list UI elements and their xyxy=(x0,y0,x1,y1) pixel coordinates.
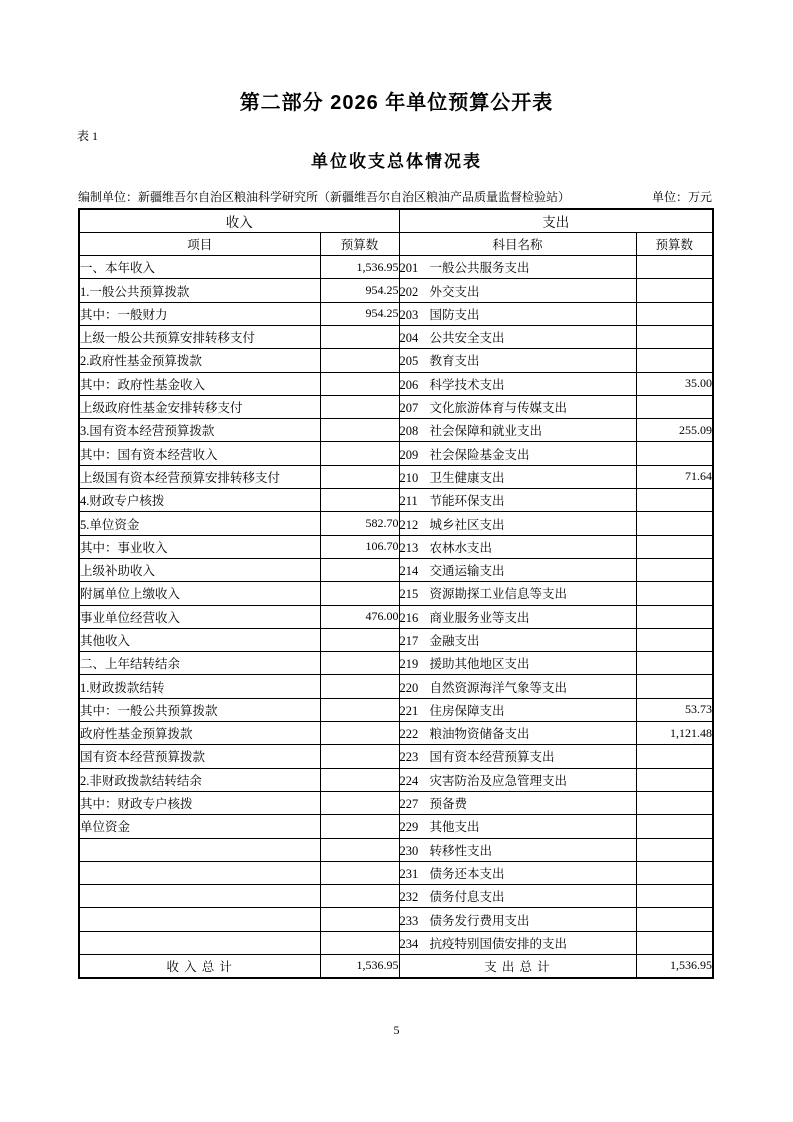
income-budget-cell xyxy=(320,791,399,814)
expense-budget-cell xyxy=(636,279,713,302)
expense-budget-cell xyxy=(636,512,713,535)
expense-code: 229 xyxy=(399,820,419,835)
expense-code: 219 xyxy=(399,657,419,672)
expense-budget-cell xyxy=(636,489,713,512)
table-row xyxy=(79,419,713,442)
income-item-cell: 2.政府性基金预算拨款 xyxy=(79,349,320,372)
income-budget-cell xyxy=(320,442,399,465)
table-row xyxy=(79,325,713,348)
table-row xyxy=(79,489,713,512)
table-row xyxy=(79,908,713,931)
expense-code: 207 xyxy=(399,401,419,416)
expense-item-cell xyxy=(399,722,636,745)
table-row xyxy=(79,535,713,558)
income-item-cell xyxy=(79,885,320,908)
table-title: 单位收支总体情况表 xyxy=(311,152,482,171)
expense-name: 金融支出 xyxy=(429,633,480,648)
income-budget-cell: 476.00 xyxy=(320,605,399,628)
expense-code: 210 xyxy=(399,470,419,485)
expense-code: 223 xyxy=(399,750,419,765)
table-row xyxy=(79,745,713,768)
income-item-cell: 附属单位上缴收入 xyxy=(79,582,320,605)
expense-code: 220 xyxy=(399,680,419,695)
expense-budget-cell: 1,121.48 xyxy=(636,722,713,745)
income-budget-cell xyxy=(320,745,399,768)
expense-code: 201 xyxy=(399,261,419,276)
expense-item-cell xyxy=(399,372,636,395)
expense-item-cell xyxy=(399,745,636,768)
expense-item-cell xyxy=(399,279,636,302)
expense-name: 住房保障支出 xyxy=(429,703,505,718)
expense-budget-cell: 35.00 xyxy=(636,372,713,395)
income-item-cell: 1.一般公共预算拨款 xyxy=(79,279,320,302)
expense-item-cell xyxy=(399,768,636,791)
expense-item-cell xyxy=(399,908,636,931)
expense-name: 预备费 xyxy=(429,797,468,812)
income-budget-cell xyxy=(320,419,399,442)
expense-budget-cell xyxy=(636,442,713,465)
income-budget-cell xyxy=(320,768,399,791)
table-row xyxy=(79,605,713,628)
table-row xyxy=(79,465,713,488)
table-row xyxy=(79,442,713,465)
income-total-value: 1,536.95 xyxy=(320,955,399,978)
income-item-cell: 其中：政府性基金收入 xyxy=(79,372,320,395)
expense-budget-cell: 255.09 xyxy=(636,419,713,442)
expense-budget-cell xyxy=(636,395,713,418)
expense-item-cell xyxy=(399,442,636,465)
income-budget-cell xyxy=(320,628,399,651)
expense-budget-cell xyxy=(636,605,713,628)
expense-item-cell xyxy=(399,628,636,651)
income-item-cell: 其中：事业收入 xyxy=(79,535,320,558)
section-heading: 第二部分 2026 年单位预算公开表 xyxy=(239,92,554,114)
budget-table-body xyxy=(79,209,713,978)
expense-budget-cell xyxy=(636,582,713,605)
income-budget-cell xyxy=(320,885,399,908)
table-row xyxy=(79,722,713,745)
expense-item-cell xyxy=(399,325,636,348)
expense-total-value: 1,536.95 xyxy=(636,955,713,978)
expense-code: 232 xyxy=(399,890,419,905)
expense-name: 债务发行费用支出 xyxy=(429,913,530,928)
income-item-cell: 其中：一般公共预算拨款 xyxy=(79,698,320,721)
income-item-cell: 一、本年收入 xyxy=(79,256,320,279)
expense-code: 217 xyxy=(399,633,419,648)
expense-budget-cell xyxy=(636,861,713,884)
income-budget-cell: 954.25 xyxy=(320,302,399,325)
income-item-cell: 其中：国有资本经营收入 xyxy=(79,442,320,465)
income-budget-cell xyxy=(320,861,399,884)
table-row xyxy=(79,815,713,838)
expense-code: 204 xyxy=(399,331,419,346)
expense-item-cell xyxy=(399,512,636,535)
table-row xyxy=(79,349,713,372)
table-row xyxy=(79,838,713,861)
expense-name: 其他支出 xyxy=(429,820,480,835)
expense-item-cell xyxy=(399,838,636,861)
income-item-cell: 上级补助收入 xyxy=(79,558,320,581)
expense-code: 224 xyxy=(399,773,419,788)
expense-code: 221 xyxy=(399,703,419,718)
income-budget-cell xyxy=(320,722,399,745)
income-budget-cell xyxy=(320,395,399,418)
income-budget-cell: 582.70 xyxy=(320,512,399,535)
table-row xyxy=(79,768,713,791)
expense-budget-cell xyxy=(636,302,713,325)
expense-code: 202 xyxy=(399,284,419,299)
expense-budget-cell xyxy=(636,931,713,954)
income-item-cell xyxy=(79,861,320,884)
income-item-cell: 1.财政拨款结转 xyxy=(79,675,320,698)
expense-code: 213 xyxy=(399,540,419,555)
income-item-cell xyxy=(79,931,320,954)
expense-item-cell xyxy=(399,605,636,628)
expense-budget-cell xyxy=(636,675,713,698)
expense-code: 215 xyxy=(399,587,419,602)
expense-name: 国有资本经营预算支出 xyxy=(429,750,555,765)
income-item-cell: 5.单位资金 xyxy=(79,512,320,535)
expense-budget-cell xyxy=(636,558,713,581)
income-budget-cell xyxy=(320,582,399,605)
expense-budget-cell xyxy=(636,628,713,651)
expense-item-cell xyxy=(399,861,636,884)
income-item-cell xyxy=(79,908,320,931)
table-row xyxy=(79,652,713,675)
expense-budget-cell xyxy=(636,256,713,279)
income-item-cell: 其中：财政专户核拨 xyxy=(79,791,320,814)
expense-code: 214 xyxy=(399,564,419,579)
income-budget-cell xyxy=(320,489,399,512)
income-item-cell: 上级政府性基金安排转移支付 xyxy=(79,395,320,418)
expense-item-cell xyxy=(399,815,636,838)
expense-name: 科学技术支出 xyxy=(429,377,505,392)
expense-total-label: 支 出 总 计 xyxy=(399,955,636,978)
income-item-cell: 2.非财政拨款结转结余 xyxy=(79,768,320,791)
income-budget-cell xyxy=(320,349,399,372)
income-budget-cell xyxy=(320,931,399,954)
income-total-label: 收 入 总 计 xyxy=(79,955,320,978)
expense-item-cell xyxy=(399,395,636,418)
page-number: 5 xyxy=(393,1023,400,1037)
income-budget-cell xyxy=(320,815,399,838)
expense-code: 212 xyxy=(399,517,419,532)
income-item-cell: 上级一般公共预算安排转移支付 xyxy=(79,325,320,348)
expense-item-cell xyxy=(399,349,636,372)
expense-name: 援助其他地区支出 xyxy=(429,657,530,672)
expense-budget-cell xyxy=(636,349,713,372)
income-budget-cell xyxy=(320,325,399,348)
expense-budget-cell xyxy=(636,325,713,348)
income-item-cell xyxy=(79,838,320,861)
table-row xyxy=(79,372,713,395)
expense-name: 粮油物资储备支出 xyxy=(429,727,530,742)
table-row xyxy=(79,931,713,954)
expense-budget-cell xyxy=(636,885,713,908)
total-row xyxy=(79,955,713,978)
expense-budget-cell: 53.73 xyxy=(636,698,713,721)
expense-name: 商业服务业等支出 xyxy=(429,610,530,625)
expense-code: 208 xyxy=(399,424,419,439)
table-row xyxy=(79,302,713,325)
income-budget-cell: 1,536.95 xyxy=(320,256,399,279)
expense-budget-cell xyxy=(636,652,713,675)
expense-item-cell xyxy=(399,535,636,558)
income-budget-cell xyxy=(320,558,399,581)
income-budget-cell xyxy=(320,838,399,861)
expense-name: 教育支出 xyxy=(429,354,480,369)
income-budget-cell xyxy=(320,698,399,721)
expense-code: 233 xyxy=(399,913,419,928)
expense-item-cell xyxy=(399,465,636,488)
expense-code: 216 xyxy=(399,610,419,625)
expense-item-cell xyxy=(399,931,636,954)
expense-name: 灾害防治及应急管理支出 xyxy=(429,773,568,788)
expense-name: 农林水支出 xyxy=(429,540,493,555)
expense-code: 227 xyxy=(399,797,419,812)
expense-code: 231 xyxy=(399,866,419,881)
expense-name: 社会保险基金支出 xyxy=(429,447,530,462)
expense-name: 卫生健康支出 xyxy=(429,470,505,485)
expense-name: 国防支出 xyxy=(429,307,480,322)
expense-code: 230 xyxy=(399,843,419,858)
income-item-cell: 其中：一般财力 xyxy=(79,302,320,325)
table-row xyxy=(79,512,713,535)
expense-name: 债务还本支出 xyxy=(429,866,505,881)
expense-budget-cell: 71.64 xyxy=(636,465,713,488)
expense-name: 债务付息支出 xyxy=(429,890,505,905)
table-row xyxy=(79,628,713,651)
expense-code: 206 xyxy=(399,377,419,392)
expense-item-cell xyxy=(399,489,636,512)
income-item-cell: 上级国有资本经营预算安排转移支付 xyxy=(79,465,320,488)
income-budget-cell xyxy=(320,908,399,931)
expense-code: 205 xyxy=(399,354,419,369)
expense-budget-cell xyxy=(636,908,713,931)
expense-item-cell xyxy=(399,582,636,605)
income-budget-header: 预算数 xyxy=(320,232,399,255)
table-row xyxy=(79,698,713,721)
table-row xyxy=(79,791,713,814)
expense-item-cell xyxy=(399,558,636,581)
expense-code: 203 xyxy=(399,307,419,322)
expense-budget-cell xyxy=(636,838,713,861)
table-row xyxy=(79,885,713,908)
expense-name: 抗疫特别国债安排的支出 xyxy=(429,936,568,951)
expense-item-cell xyxy=(399,302,636,325)
table-row xyxy=(79,675,713,698)
expense-name: 文化旅游体育与传媒支出 xyxy=(429,401,568,416)
unit-note-label: 单位：万元 xyxy=(651,190,712,204)
expense-name: 交通运输支出 xyxy=(429,564,505,579)
expense-code: 211 xyxy=(399,494,418,509)
expense-item-cell xyxy=(399,256,636,279)
expense-item-header: 科目名称 xyxy=(399,232,636,255)
meta-line xyxy=(78,190,712,205)
expense-item-cell xyxy=(399,791,636,814)
expense-budget-cell xyxy=(636,535,713,558)
table-row xyxy=(79,861,713,884)
expense-code: 234 xyxy=(399,936,419,951)
table-number-label: 表 1 xyxy=(77,129,99,143)
expense-budget-header: 预算数 xyxy=(636,232,713,255)
income-item-cell: 政府性基金预算拨款 xyxy=(79,722,320,745)
expense-name: 社会保障和就业支出 xyxy=(429,424,543,439)
expense-code: 222 xyxy=(399,727,419,742)
expense-item-cell xyxy=(399,698,636,721)
income-item-header: 项目 xyxy=(79,232,320,255)
column-header-row xyxy=(79,232,713,255)
expense-budget-cell xyxy=(636,815,713,838)
prepared-by-label: 编制单位：新疆维吾尔自治区粮油科学研究所（新疆维吾尔自治区粮油产品质量监督检验站） xyxy=(78,190,571,204)
expense-name: 公共安全支出 xyxy=(429,331,505,346)
table-row xyxy=(79,256,713,279)
group-header-row xyxy=(79,209,713,232)
income-budget-cell xyxy=(320,465,399,488)
budget-table xyxy=(78,208,714,979)
table-row xyxy=(79,279,713,302)
income-budget-cell: 954.25 xyxy=(320,279,399,302)
table-row xyxy=(79,395,713,418)
expense-budget-cell xyxy=(636,768,713,791)
income-item-cell: 国有资本经营预算拨款 xyxy=(79,745,320,768)
expense-group-header: 支出 xyxy=(399,209,713,232)
table-row xyxy=(79,558,713,581)
expense-name: 城乡社区支出 xyxy=(429,517,505,532)
income-item-cell: 4.财政专户核拨 xyxy=(79,489,320,512)
expense-item-cell xyxy=(399,652,636,675)
income-budget-cell: 106.70 xyxy=(320,535,399,558)
expense-name: 资源勘探工业信息等支出 xyxy=(429,587,568,602)
expense-item-cell xyxy=(399,885,636,908)
income-item-cell: 其他收入 xyxy=(79,628,320,651)
income-item-cell: 事业单位经营收入 xyxy=(79,605,320,628)
expense-code: 209 xyxy=(399,447,419,462)
expense-name: 节能环保支出 xyxy=(429,494,505,509)
expense-name: 自然资源海洋气象等支出 xyxy=(429,680,568,695)
income-item-cell: 3.国有资本经营预算拨款 xyxy=(79,419,320,442)
expense-budget-cell xyxy=(636,745,713,768)
income-item-cell: 二、上年结转结余 xyxy=(79,652,320,675)
table-row xyxy=(79,582,713,605)
income-group-header: 收入 xyxy=(79,209,399,232)
expense-item-cell xyxy=(399,675,636,698)
income-item-cell: 单位资金 xyxy=(79,815,320,838)
income-budget-cell xyxy=(320,652,399,675)
income-budget-cell xyxy=(320,372,399,395)
income-budget-cell xyxy=(320,675,399,698)
expense-budget-cell xyxy=(636,791,713,814)
expense-item-cell xyxy=(399,419,636,442)
expense-name: 外交支出 xyxy=(429,284,480,299)
expense-name: 转移性支出 xyxy=(429,843,493,858)
expense-name: 一般公共服务支出 xyxy=(429,261,530,276)
